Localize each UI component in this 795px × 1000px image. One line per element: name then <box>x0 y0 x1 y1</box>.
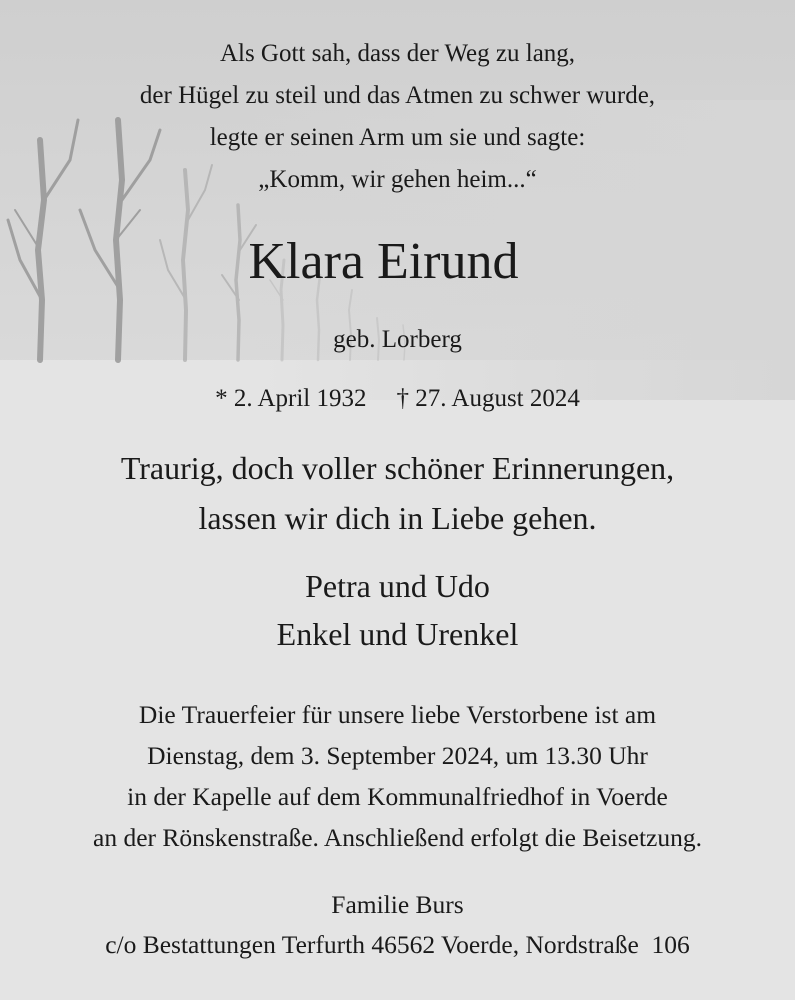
birth-date: * 2. April 1932 <box>215 385 367 412</box>
farewell-line: lassen wir dich in Liebe gehen. <box>198 500 597 536</box>
life-dates <box>0 385 795 413</box>
birth-name: geb. Lorberg <box>333 326 462 353</box>
contact-address: c/o Bestattungen Terfurth 46562 Voerde, Nordstraße 106 <box>105 930 690 959</box>
service-line: Dienstag, dem 3. September 2024, um 13.30 Uhr <box>147 741 648 770</box>
family-name: Familie Burs <box>331 890 464 919</box>
death-date: † 27. August 2024 <box>396 385 580 412</box>
service-line: in der Kapelle auf dem Kommunalfriedhof in Voerde <box>127 782 668 811</box>
mourner-line: Petra und Udo <box>305 568 490 604</box>
service-line: Die Trauerfeier für unsere liebe Verstorbene ist am <box>138 700 657 729</box>
poem-line: legte er seinen Arm um sie und sagte: <box>209 124 586 151</box>
poem-line: „Komm, wir gehen heim...“ <box>258 166 537 193</box>
poem-line: der Hügel zu steil und das Atmen zu schwer wurde, <box>139 82 656 109</box>
service-line: an der Rönskenstraße. Anschließend erfolgt die Beisetzung. <box>93 823 702 852</box>
mourner-line: Enkel und Urenkel <box>276 616 519 652</box>
poem-line: Als Gott sah, dass der Weg zu lang, <box>219 40 576 67</box>
deceased-name: Klara Eirund <box>248 233 519 290</box>
farewell-line: Traurig, doch voller schöner Erinnerungen, <box>120 450 675 486</box>
